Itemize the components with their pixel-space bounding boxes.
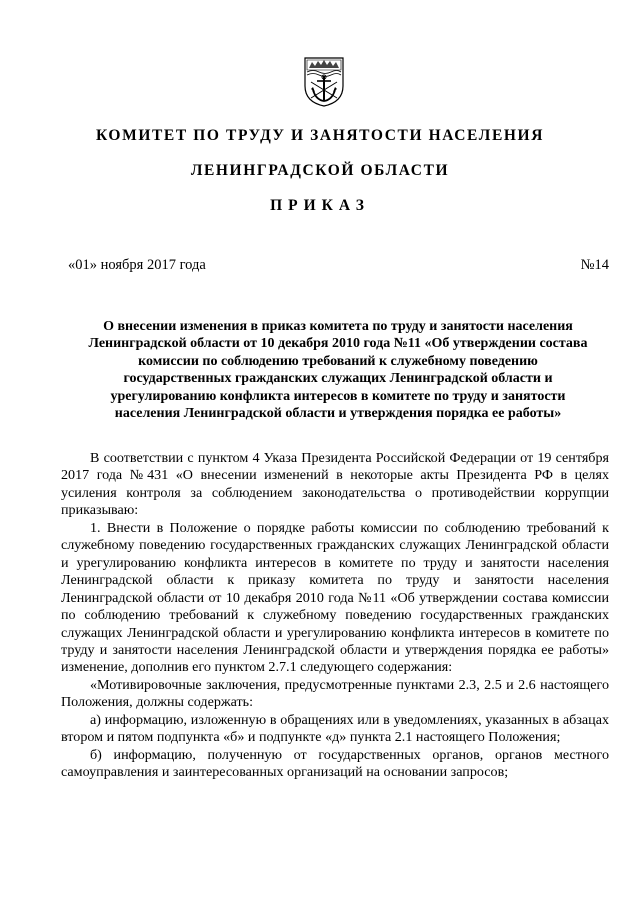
subject-line: государственных гражданских служащих Ленинградской области и [123, 371, 553, 387]
subject-line: комиссии по соблюдению требований к служебному поведению [138, 353, 538, 369]
subject-line: Ленинградской области от 10 декабря 2010 года №11 «Об утверждении состава [88, 336, 588, 352]
coat-of-arms-icon [303, 56, 345, 108]
organization-name-line1: КОМИТЕТ ПО ТРУДУ И ЗАНЯТОСТИ НАСЕЛЕНИЯ [95, 127, 544, 144]
order-body [61, 450, 609, 782]
order-date: «01» ноября 2017 года [68, 257, 206, 273]
order-number: №14 [580, 257, 609, 273]
order-subject [60, 318, 616, 422]
subject-line: О внесении изменения в приказ комитета по труду и занятости населения [103, 319, 573, 334]
date-number-line [68, 257, 609, 274]
document-type-title: ПРИКАЗ [270, 197, 370, 214]
body-paragraph: 1. Внести в Положение о порядке работы комиссии по соблюдению требований к служебному поведению государственных гражданских служащих Ленинградской области и урегулированию конфликта интересов в комитете по труду и занятости населения Ленинградской области к приказу комитета по труду и занятости населения Ленинградской области от 10 декабря 2010 года №11 «Об утверждении состава комиссии по соблюдению требований к служебному поведению государственных гражданских служащих Ленинградской области и урегулированию конфликта интересов в комитете по труду и занятости населения Ленинградской области и утверждения порядка ее работы» изменение, дополнив его пунктом 2.7.1 следующего содержания: [61, 519, 609, 676]
organization-name-line2: ЛЕНИНГРАДСКОЙ ОБЛАСТИ [190, 162, 450, 179]
body-paragraph: а) информацию, изложенную в обращениях или в уведомлениях, указанных в абзацах втором и пятом подпункта «б» и подпункте «д» пункта 2.1 настоящего Положения; [61, 711, 609, 746]
body-paragraph: б) информацию, полученную от государственных органов, органов местного самоуправления и заинтересованных организаций на основании запросов; [61, 746, 609, 781]
subject-line: урегулированию конфликта интересов в комитете по труду и занятости [110, 388, 566, 404]
body-paragraph: «Мотивировочные заключения, предусмотренные пунктами 2.3, 2.5 и 2.6 настоящего Положения, должны содержать: [61, 676, 609, 711]
subject-line: населения Ленинградской области и утверждения порядка ее работы» [114, 406, 562, 422]
body-paragraph: В соответствии с пунктом 4 Указа Президента Российской Федерации от 19 сентября 2017 года №431 «О внесении изменений в некоторые акты Президента РФ в целях усиления контроля за соблюдением законодательства о противодействии коррупции приказываю: [61, 450, 609, 519]
